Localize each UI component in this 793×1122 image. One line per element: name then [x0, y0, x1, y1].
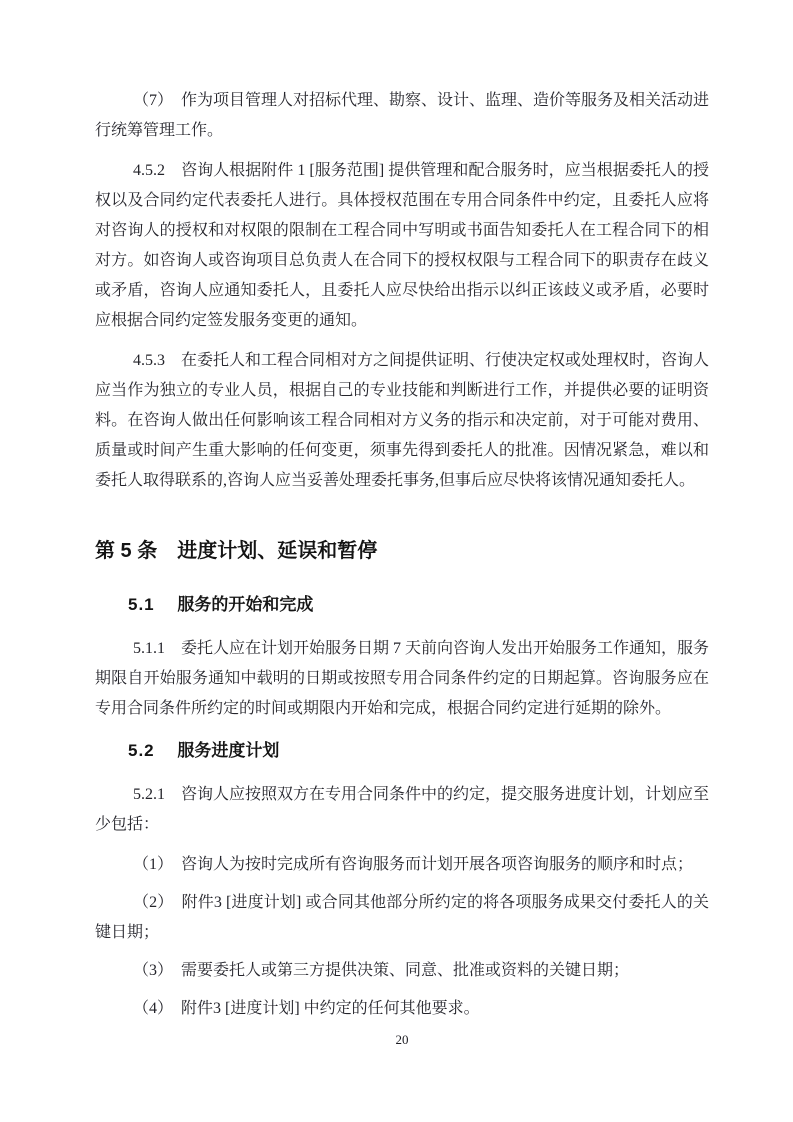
subsection-title-5-1: 服务的开始和完成 [177, 595, 314, 614]
paragraph-clause-5-1-1: 5.1.1 委托人应在计划开始服务日期 7 天前向咨询人发出开始服务工作通知，服务期限自开始服务通知中载明的日期或按照专用合同条件约定的日期起算。咨询服务应在专用合同条件所约定的时间或期限内开始和完成，根据合同约定进行延期的除外。 [95, 640, 710, 717]
list-item-2: （2） 附件3 [进度计划] 或合同其他部分所约定的将各项服务成果交付委托人的关键日期； [95, 894, 709, 941]
paragraph-clause-4-5-2: 4.5.2 咨询人根据附件 1 [服务范围] 提供管理和配合服务时，应当根据委托人的授权以及合同约定代表委托人进行。具体授权范围在专用合同条件中约定，且委托人应将对咨询人的授权和对权限的限制在工程合同中写明或书面告知委托人在工程合同下的相对方。如咨询人或咨询项目总负责人在合同下的授权权限与工程合同下的职责存在歧义或矛盾，咨询人应通知委托人，且委托人应尽快给出指示以纠正该歧义或矛盾，必要时应根据合同约定签发服务变更的通知。 [95, 162, 709, 329]
subsection-number-5-2: 5.2 [128, 741, 155, 760]
subsection-title-5-2: 服务进度计划 [177, 741, 280, 760]
paragraph-clause-5-2-1: 5.2.1 咨询人应按照双方在专用合同条件中的约定，提交服务进度计划，计划应至少包括： [95, 786, 710, 833]
list-item-4: （4） 附件3 [进度计划] 中约定的任何其他要求。 [133, 1000, 480, 1017]
subsection-number-5-1: 5.1 [128, 595, 155, 614]
subsection-heading-5-2 [95, 738, 709, 764]
list-item-1: （1） 咨询人为按时完成所有咨询服务而计划开展各项咨询服务的顺序和时点； [133, 856, 694, 873]
section-heading-article-5: 第 5 条 进度计划、延误和暂停 [95, 540, 378, 562]
subsection-heading-5-1 [95, 592, 709, 618]
paragraph-clause-4-5-3: 4.5.3 在委托人和工程合同相对方之间提供证明、行使决定权或处理权时，咨询人应当作为独立的专业人员，根据自己的专业技能和判断进行工作，并提供必要的证明资料。在咨询人做出任何影响该工程合同相对方义务的指示和决定前，对于可能对费用、质量或时间产生重大影响的任何变更，须事先得到委托人的批准。因情况紧急，难以和委托人取得联系的,咨询人应当妥善处理委托事务,但事后应尽快将该情况通知委托人。 [95, 352, 710, 489]
list-item-3: （3） 需要委托人或第三方提供决策、同意、批准或资料的关键日期； [133, 962, 630, 979]
paragraph-item-7: （7） 作为项目管理人对招标代理、勘察、设计、监理、造价等服务及相关活动进行统筹管理工作。 [95, 92, 710, 139]
page-number: 20 [395, 1032, 409, 1047]
